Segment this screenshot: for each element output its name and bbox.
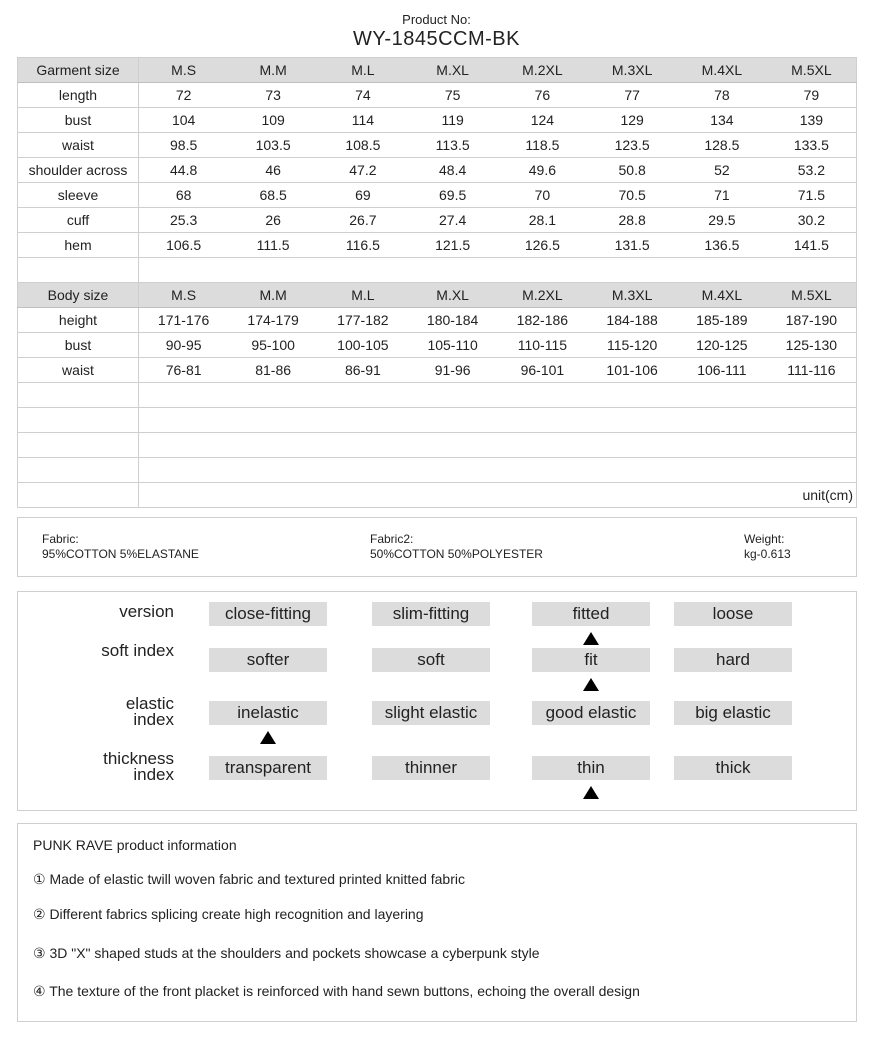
row-label: hem: [18, 233, 139, 258]
table-cell: 26: [228, 208, 318, 233]
property-option: close-fitting: [209, 602, 327, 626]
unit-label: unit(cm): [139, 483, 857, 508]
table-cell: 106.5: [139, 233, 229, 258]
table-cell: 52: [677, 158, 767, 183]
table-cell: 53.2: [767, 158, 857, 183]
table-cell: 47.2: [318, 158, 408, 183]
table-cell: 187-190: [767, 308, 857, 333]
property-label: elastic index: [125, 694, 174, 729]
property-option: hard: [674, 648, 792, 672]
body-header-row: [18, 283, 857, 308]
selected-indicator-icon: [583, 632, 599, 645]
table-cell: 79: [767, 83, 857, 108]
size-table: [17, 57, 857, 508]
size-header: M.4XL: [677, 58, 767, 83]
empty-cell: [18, 258, 139, 283]
table-cell: 119: [408, 108, 498, 133]
body-size-title: Body size: [18, 283, 139, 308]
fabric2: [370, 532, 543, 562]
row-label: bust: [18, 333, 139, 358]
table-cell: 109: [228, 108, 318, 133]
table-cell: 49.6: [498, 158, 588, 183]
property-option: loose: [674, 602, 792, 626]
size-header: M.3XL: [587, 58, 677, 83]
table-cell: 113.5: [408, 133, 498, 158]
empty-cell: [18, 483, 139, 508]
info-item: ③ 3D "X" shaped studs at the shoulders and pockets showcase a cyberpunk style: [33, 945, 540, 961]
size-header: M.5XL: [767, 58, 857, 83]
unit-row: [18, 483, 857, 508]
table-cell: 126.5: [498, 233, 588, 258]
property-row: [18, 641, 856, 698]
table-cell: 77: [587, 83, 677, 108]
property-option: thinner: [372, 756, 490, 780]
property-option: big elastic: [674, 701, 792, 725]
size-header: M.XL: [408, 283, 498, 308]
info-item: ① Made of elastic twill woven fabric and textured printed knitted fabric: [33, 871, 465, 887]
table-cell: 123.5: [587, 133, 677, 158]
table-cell: 29.5: [677, 208, 767, 233]
weight-label: Weight:: [744, 532, 785, 546]
product-number: WY-1845CCM-BK: [353, 28, 520, 50]
table-row: [18, 158, 857, 183]
size-header: M.4XL: [677, 283, 767, 308]
table-cell: 116.5: [318, 233, 408, 258]
property-option: soft: [372, 648, 490, 672]
table-cell: 76-81: [139, 358, 229, 383]
table-cell: 72: [139, 83, 229, 108]
table-cell: 129: [587, 108, 677, 133]
table-cell: 177-182: [318, 308, 408, 333]
table-cell: 98.5: [139, 133, 229, 158]
fabric1-value: 95%COTTON 5%ELASTANE: [42, 547, 199, 561]
table-cell: 70: [498, 183, 588, 208]
table-cell: 106-111: [677, 358, 767, 383]
properties-panel: [17, 591, 857, 811]
size-header: M.L: [318, 58, 408, 83]
garment-header-row: [18, 58, 857, 83]
empty-cell: [139, 383, 857, 408]
table-cell: 111.5: [228, 233, 318, 258]
property-label: version: [119, 602, 174, 621]
table-cell: 90-95: [139, 333, 229, 358]
table-cell: 27.4: [408, 208, 498, 233]
table-cell: 118.5: [498, 133, 588, 158]
table-row: [18, 308, 857, 333]
table-cell: 125-130: [767, 333, 857, 358]
empty-row: [18, 458, 857, 483]
size-header: M.3XL: [587, 283, 677, 308]
property-option: thin: [532, 756, 650, 780]
empty-row: [18, 433, 857, 458]
table-cell: 110-115: [498, 333, 588, 358]
table-cell: 139: [767, 108, 857, 133]
table-cell: 78: [677, 83, 767, 108]
property-label: soft index: [101, 641, 174, 660]
size-header: M.2XL: [498, 58, 588, 83]
table-cell: 180-184: [408, 308, 498, 333]
table-cell: 68: [139, 183, 229, 208]
property-option: fit: [532, 648, 650, 672]
size-header: M.5XL: [767, 283, 857, 308]
table-cell: 141.5: [767, 233, 857, 258]
table-cell: 74: [318, 83, 408, 108]
row-label: bust: [18, 108, 139, 133]
empty-cell: [139, 433, 857, 458]
empty-row: [18, 258, 857, 283]
table-cell: 69: [318, 183, 408, 208]
table-cell: 25.3: [139, 208, 229, 233]
property-option: fitted: [532, 602, 650, 626]
table-cell: 182-186: [498, 308, 588, 333]
table-row: [18, 183, 857, 208]
row-label: sleeve: [18, 183, 139, 208]
product-no-label: Product No:: [402, 12, 471, 27]
table-row: [18, 233, 857, 258]
table-cell: 111-116: [767, 358, 857, 383]
table-cell: 133.5: [767, 133, 857, 158]
empty-row: [18, 408, 857, 433]
property-option: slim-fitting: [372, 602, 490, 626]
table-cell: 185-189: [677, 308, 767, 333]
property-option: thick: [674, 756, 792, 780]
table-cell: 184-188: [587, 308, 677, 333]
table-cell: 114: [318, 108, 408, 133]
row-label: height: [18, 308, 139, 333]
product-info-panel: [17, 823, 857, 1022]
row-label: waist: [18, 358, 139, 383]
table-cell: 108.5: [318, 133, 408, 158]
table-cell: 171-176: [139, 308, 229, 333]
selected-indicator-icon: [260, 731, 276, 744]
table-cell: 136.5: [677, 233, 767, 258]
empty-cell: [18, 433, 139, 458]
property-option: transparent: [209, 756, 327, 780]
empty-cell: [139, 408, 857, 433]
empty-cell: [18, 383, 139, 408]
fabric1: [42, 532, 199, 562]
table-cell: 75: [408, 83, 498, 108]
row-label: length: [18, 83, 139, 108]
table-cell: 101-106: [587, 358, 677, 383]
property-option: slight elastic: [372, 701, 490, 725]
table-cell: 48.4: [408, 158, 498, 183]
property-row: [18, 749, 856, 806]
table-cell: 131.5: [587, 233, 677, 258]
size-header: M.M: [228, 58, 318, 83]
table-cell: 115-120: [587, 333, 677, 358]
table-cell: 46: [228, 158, 318, 183]
table-cell: 30.2: [767, 208, 857, 233]
table-cell: 105-110: [408, 333, 498, 358]
weight-value: kg-0.613: [744, 547, 791, 561]
table-cell: 134: [677, 108, 767, 133]
table-cell: 70.5: [587, 183, 677, 208]
table-cell: 26.7: [318, 208, 408, 233]
table-row: [18, 83, 857, 108]
property-option: inelastic: [209, 701, 327, 725]
table-cell: 103.5: [228, 133, 318, 158]
table-cell: 128.5: [677, 133, 767, 158]
property-option: good elastic: [532, 701, 650, 725]
table-cell: 100-105: [318, 333, 408, 358]
fabric1-label: Fabric:: [42, 532, 79, 546]
table-cell: 69.5: [408, 183, 498, 208]
table-cell: 104: [139, 108, 229, 133]
info-item: ④ The texture of the front placket is reinforced with hand sewn buttons, echoing the overall design: [33, 983, 640, 999]
table-cell: 124: [498, 108, 588, 133]
table-cell: 71.5: [767, 183, 857, 208]
table-row: [18, 358, 857, 383]
size-header: M.2XL: [498, 283, 588, 308]
table-cell: 71: [677, 183, 767, 208]
property-row: [18, 694, 856, 751]
empty-cell: [18, 458, 139, 483]
table-cell: 50.8: [587, 158, 677, 183]
table-cell: 44.8: [139, 158, 229, 183]
property-label: thickness index: [103, 749, 174, 784]
fabric-panel: [17, 517, 857, 577]
table-cell: 81-86: [228, 358, 318, 383]
size-header: M.XL: [408, 58, 498, 83]
table-cell: 28.8: [587, 208, 677, 233]
table-cell: 73: [228, 83, 318, 108]
table-row: [18, 108, 857, 133]
table-cell: 121.5: [408, 233, 498, 258]
row-label: waist: [18, 133, 139, 158]
table-cell: 95-100: [228, 333, 318, 358]
empty-cell: [139, 458, 857, 483]
table-cell: 120-125: [677, 333, 767, 358]
table-cell: 76: [498, 83, 588, 108]
weight: [744, 532, 791, 562]
fabric2-label: Fabric2:: [370, 532, 414, 546]
garment-size-title: Garment size: [18, 58, 139, 83]
selected-indicator-icon: [583, 678, 599, 691]
empty-cell: [18, 408, 139, 433]
info-item: ② Different fabrics splicing create high recognition and layering: [33, 906, 424, 922]
size-header: M.L: [318, 283, 408, 308]
table-cell: 91-96: [408, 358, 498, 383]
size-header: M.M: [228, 283, 318, 308]
size-header: M.S: [139, 283, 229, 308]
empty-row: [18, 383, 857, 408]
product-header: [0, 12, 873, 50]
empty-cell: [139, 258, 857, 283]
row-label: shoulder across: [18, 158, 139, 183]
info-title: PUNK RAVE product information: [33, 837, 237, 853]
table-cell: 174-179: [228, 308, 318, 333]
table-cell: 68.5: [228, 183, 318, 208]
table-row: [18, 133, 857, 158]
fabric2-value: 50%COTTON 50%POLYESTER: [370, 547, 543, 561]
table-cell: 28.1: [498, 208, 588, 233]
row-label: cuff: [18, 208, 139, 233]
property-option: softer: [209, 648, 327, 672]
table-cell: 96-101: [498, 358, 588, 383]
selected-indicator-icon: [583, 786, 599, 799]
table-row: [18, 208, 857, 233]
table-cell: 86-91: [318, 358, 408, 383]
size-header: M.S: [139, 58, 229, 83]
table-row: [18, 333, 857, 358]
